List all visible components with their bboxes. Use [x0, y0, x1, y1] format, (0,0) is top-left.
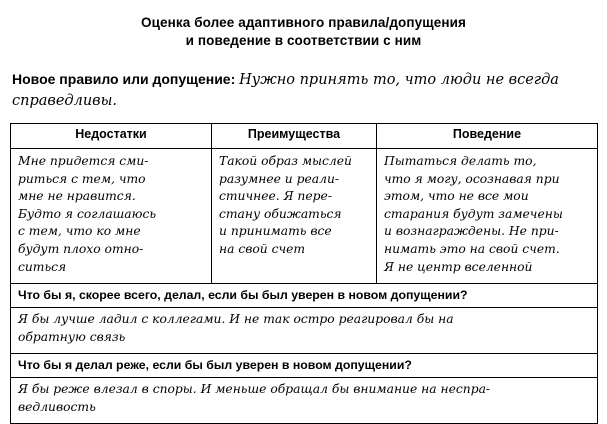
page-title-line-1: Оценка более адаптивного правила/допущения	[141, 15, 466, 30]
new-rule-block	[10, 69, 597, 111]
cell-behavior[interactable]: Пытаться делать то, что я могу, осознавая при этом, что не все мои старания будут замечены и вознаграждены. Не при- нимать это на свой счет. Я не центр вселенной	[377, 149, 598, 284]
column-header-advantages: Преимущества	[212, 124, 377, 149]
question-1-answer[interactable]: Я бы лучше ладил с коллегами. И не так остро реагировал бы на обратную связь	[11, 308, 598, 354]
question-row-2-prompt	[11, 354, 598, 378]
page-title	[10, 14, 597, 50]
table-header-row	[11, 124, 598, 149]
question-2-label: Что бы я делал реже, если бы был уверен в новом допущении?	[11, 354, 598, 378]
column-header-disadvantages: Недостатки	[11, 124, 212, 149]
table-content-row	[11, 149, 598, 284]
new-rule-text[interactable]: Нужно принять то, что люди не всегда справедливы.	[12, 72, 559, 109]
question-2-answer[interactable]: Я бы реже влезал в споры. И меньше обращал бы внимание на неспра- ведливость	[11, 378, 598, 424]
worksheet-table	[10, 123, 598, 424]
question-row-1-prompt	[11, 284, 598, 308]
new-rule-label: Новое правило или допущение:	[12, 71, 236, 87]
column-header-behavior: Поведение	[377, 124, 598, 149]
cell-advantages[interactable]: Такой образ мыслей разумнее и реали- стичнее. Я пере- стану обижаться и принимать все на свой счет	[212, 149, 377, 284]
question-row-2-answer	[11, 378, 598, 424]
cell-disadvantages[interactable]: Мне придется сми- риться с тем, что мне не нравится. Будто я соглашаюсь с тем, что ко мне будут плохо отно- ситься	[11, 149, 212, 284]
question-1-label: Что бы я, скорее всего, делал, если бы был уверен в новом допущении?	[11, 284, 598, 308]
page-title-line-2: и поведение в соответствии с ним	[185, 33, 422, 48]
question-row-1-answer	[11, 308, 598, 354]
